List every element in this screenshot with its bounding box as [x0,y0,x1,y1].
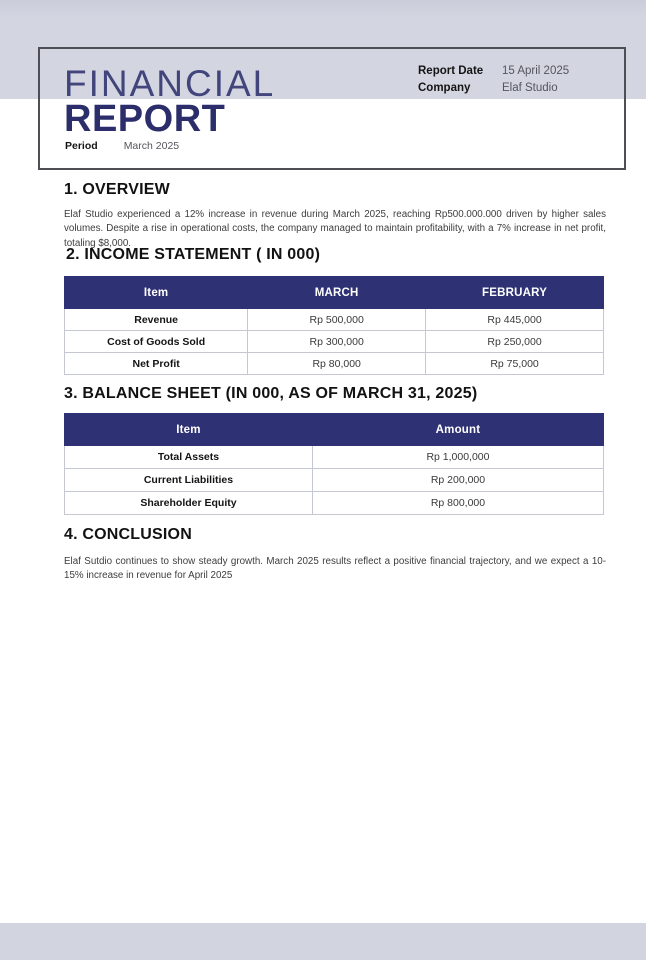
table-cell-net-profit: Net Profit [65,353,248,375]
table-cell-shareholder-equity: Shareholder Equity [65,492,313,515]
bottom-decorative-band [0,923,646,960]
report-title-line2: REPORT [64,98,226,140]
table-cell-shareholder-equity-amount: Rp 800,000 [312,492,603,515]
income-statement-table [64,276,604,375]
table-cell-current-liabilities-amount: Rp 200,000 [312,469,603,492]
table-cell-cogs-february: Rp 250,000 [426,331,604,353]
period-label: Period [65,140,98,152]
table-cell-revenue: Revenue [65,309,248,331]
period-value: March 2025 [123,140,180,152]
table-cell-cogs: Cost of Goods Sold [65,331,248,353]
income-header-february: FEBRUARY [426,277,604,309]
balance-table-header-row [65,414,604,446]
report-header-box [38,47,626,170]
report-meta-block [418,64,569,95]
table-cell-current-liabilities: Current Liabilities [65,469,313,492]
income-header-march: MARCH [248,277,426,309]
balance-header-item: Item [65,414,313,446]
table-cell-net-profit-march: Rp 80,000 [248,353,426,375]
income-header-item: Item [65,277,248,309]
table-cell-cogs-march: Rp 300,000 [248,331,426,353]
section-heading-overview: 1. OVERVIEW [64,181,170,198]
period-row [65,140,179,152]
meta-value-company: Elaf Studio [502,82,558,94]
meta-value-report-date: 15 April 2025 [502,65,570,77]
table-row [65,469,604,492]
report-title-line1: FINANCIAL [64,63,276,104]
income-table-header-row [65,277,604,309]
table-cell-revenue-february: Rp 445,000 [426,309,604,331]
meta-label-report-date: Report Date [418,65,484,77]
table-row [65,492,604,515]
table-row [65,446,604,469]
table-cell-total-assets: Total Assets [65,446,313,469]
section-heading-conclusion: 4. CONCLUSION [64,526,192,543]
table-row [65,353,604,375]
table-cell-net-profit-february: Rp 75,000 [426,353,604,375]
section-heading-income-statement: 2. INCOME STATEMENT ( IN 000) [66,246,321,263]
overview-paragraph: Elaf Studio experienced a 12% increase in revenue during March 2025, reaching Rp500.000.000 driven by higher sales volumes. Despite a rise in operational costs, the company managed to maintain profitability, with a 7% increase in net profit, totaling $8,000. [64,209,606,249]
meta-label-company: Company [418,82,471,94]
conclusion-paragraph: Elaf Sutdio continues to show steady growth. March 2025 results reflect a positive financial trajectory, and we expect a 10-15% increase in revenue for April 2025 [64,556,606,582]
table-cell-total-assets-amount: Rp 1,000,000 [312,446,603,469]
balance-header-amount: Amount [312,414,603,446]
table-cell-revenue-march: Rp 500,000 [248,309,426,331]
table-row [65,331,604,353]
section-heading-balance-sheet: 3. BALANCE SHEET (IN 000, AS OF MARCH 31, 2025) [64,385,478,402]
table-row [65,309,604,331]
balance-sheet-table [64,413,604,515]
